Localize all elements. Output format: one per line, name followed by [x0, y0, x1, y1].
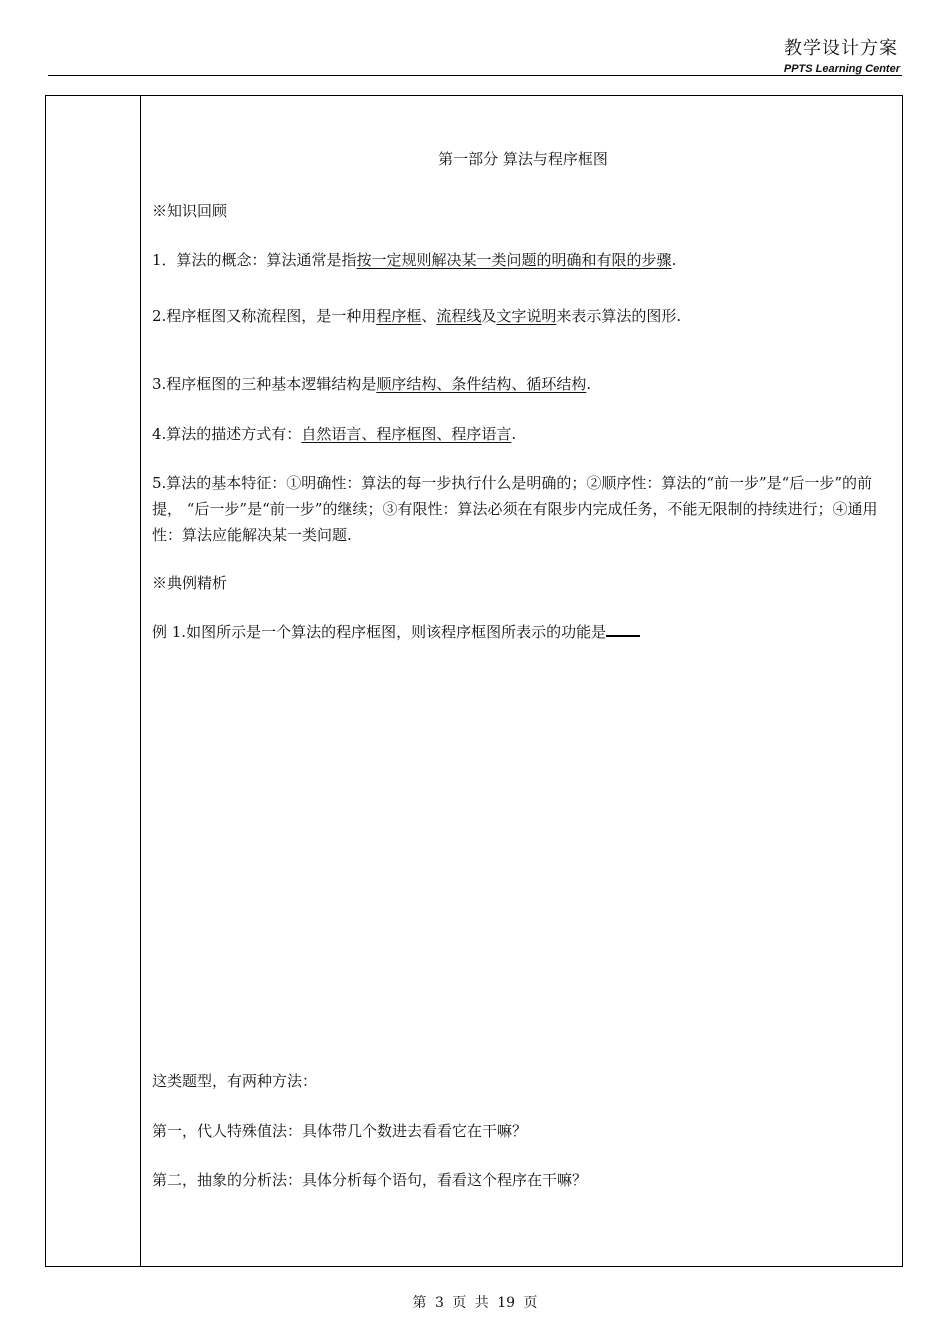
- item-5: 5.算法的基本特征：①明确性：算法的每一步执行什么是明确的；②顺序性：算法的“前一步”是“后一步”的前提， “后一步”是“前一步”的继续；③有限性：算法必须在有限步内完成任务，不能无限制的持续进行；④通用性：算法应能解决某一类问题.: [152, 474, 878, 544]
- item-1-suffix: .: [671, 251, 677, 269]
- item-2-sep-1: 、: [421, 307, 437, 325]
- item-4: [152, 421, 894, 447]
- item-4-prefix: 4.算法的描述方式有：: [152, 425, 302, 443]
- item-2-sep-2: 及: [481, 307, 497, 325]
- item-3-underlined: 顺序结构、条件结构、循环结构: [376, 375, 587, 393]
- item-2-term-1: 程序框: [376, 307, 422, 325]
- column-divider: [140, 96, 141, 1266]
- item-4-suffix: .: [511, 425, 517, 443]
- item-3-suffix: .: [586, 375, 592, 393]
- example-1: [152, 619, 894, 645]
- answer-blank: [606, 621, 640, 637]
- flowchart-figure-area: [152, 656, 894, 1056]
- item-3: [152, 371, 894, 397]
- item-2-term-3: 文字说明: [496, 307, 557, 325]
- item-2: [152, 303, 894, 329]
- item-3-prefix: 3.程序框图的三种基本逻辑结构是: [152, 375, 377, 393]
- example-1-text: 例 1.如图所示是一个算法的程序框图，则该程序框图所表示的功能是: [152, 623, 607, 641]
- section-title: 第一部分 算法与程序框图: [438, 150, 608, 168]
- example-heading: ※典例精析: [152, 574, 228, 592]
- header-rule: [48, 75, 902, 76]
- item-1: [152, 247, 894, 273]
- header-subtitle: PPTS Learning Center: [783, 63, 900, 75]
- header-title: 教学设计方案: [784, 38, 898, 59]
- item-2-prefix: 2.程序框图又称流程图，是一种用: [152, 307, 377, 325]
- methods-intro: 这类题型，有两种方法：: [152, 1072, 318, 1090]
- item-2-term-2: 流程线: [436, 307, 482, 325]
- method-second: 第二，抽象的分析法：具体分析每个语句，看看这个程序在干嘛？: [152, 1171, 588, 1189]
- item-1-prefix: 1．算法的概念：算法通常是指: [152, 251, 357, 269]
- method-first: 第一，代人特殊值法：具体带几个数进去看看它在干嘛？: [152, 1122, 528, 1140]
- lesson-table: [45, 95, 903, 1267]
- knowledge-heading: ※知识回顾: [152, 202, 228, 220]
- item-1-underlined: 按一定规则解决某一类问题的明确和有限的步骤: [356, 251, 672, 269]
- page-footer: 第 3 页 共 19 页: [412, 1295, 538, 1311]
- item-2-suffix: 来表示算法的图形.: [556, 307, 682, 325]
- item-4-underlined: 自然语言、程序框图、程序语言: [301, 425, 512, 443]
